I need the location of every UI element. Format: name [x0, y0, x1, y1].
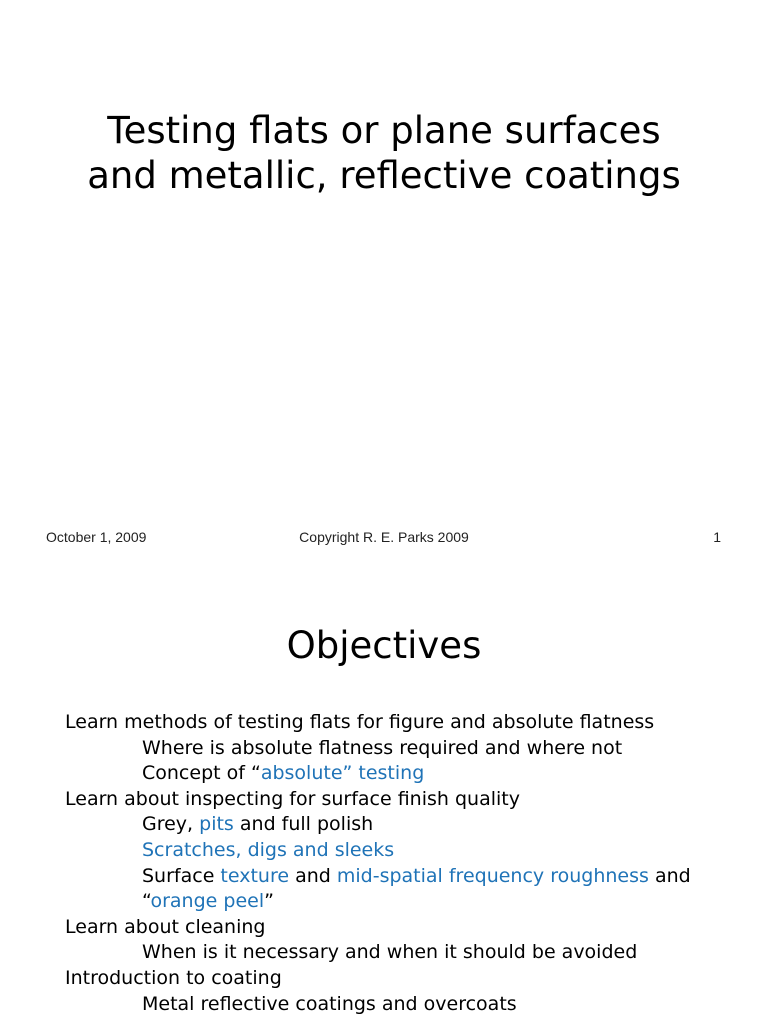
footer-copyright: Copyright R. E. Parks 2009 — [299, 529, 469, 545]
bullet-text-segment: pits — [199, 813, 234, 836]
sub-bullet-item — [0, 761, 768, 787]
objectives-list — [0, 710, 768, 1017]
bullet-text-segment: Metal reflective coatings and overcoats — [142, 992, 517, 1015]
sub-bullet-item — [0, 736, 768, 762]
bullet-text-segment: Surface — [142, 864, 221, 887]
slide-title-line-2: and metallic, reflective coatings — [87, 154, 681, 197]
bullet-text-segment: absolute” testing — [260, 762, 425, 785]
bullet-item — [0, 915, 768, 941]
bullet-text-segment: Learn methods of testing flats for figure and absolute flatness — [65, 711, 655, 733]
sub-bullet-item — [0, 889, 768, 915]
bullet-text-segment: Where is absolute flatness required and where not — [142, 736, 623, 759]
slide-2 — [0, 576, 768, 1024]
bullet-text-segment: When is it necessary and when it should be avoided — [142, 941, 638, 964]
bullet-item — [0, 787, 768, 813]
bullet-text-segment: and — [289, 864, 337, 887]
sub-bullet-item — [0, 812, 768, 838]
footer-page-number: 1 — [713, 529, 721, 545]
bullet-text-segment: texture — [220, 864, 290, 887]
bullet-text-segment: Learn about inspecting for surface finish quality — [65, 787, 520, 810]
bullet-item — [0, 710, 768, 736]
slide-title — [0, 108, 768, 198]
bullet-text-segment: orange peel — [150, 890, 265, 913]
bullet-text-segment: and — [648, 864, 691, 887]
bullet-text-segment: Grey, — [142, 813, 200, 836]
bullet-text-segment: and full polish — [233, 813, 374, 836]
bullet-text-segment: “ — [142, 890, 151, 913]
bullet-text-segment: Scratches, digs and sleeks — [142, 838, 395, 861]
footer-date: October 1, 2009 — [46, 529, 147, 545]
sub-bullet-item — [0, 992, 768, 1018]
bullet-text-segment: mid-spatial frequency roughness — [336, 864, 649, 887]
sub-bullet-item — [0, 838, 768, 864]
bullet-text-segment: Introduction to coating — [65, 966, 282, 989]
slide-title-line-1: Testing flats or plane surfaces — [107, 109, 661, 152]
bullet-text-segment: Concept of “ — [142, 762, 261, 785]
sub-bullet-item — [0, 864, 768, 890]
objectives-title: Objectives — [286, 624, 482, 667]
bullet-text-segment: Learn about cleaning — [65, 915, 266, 938]
bullet-item — [0, 966, 768, 992]
bullet-text-segment: ” — [264, 890, 274, 913]
sub-bullet-item — [0, 940, 768, 966]
